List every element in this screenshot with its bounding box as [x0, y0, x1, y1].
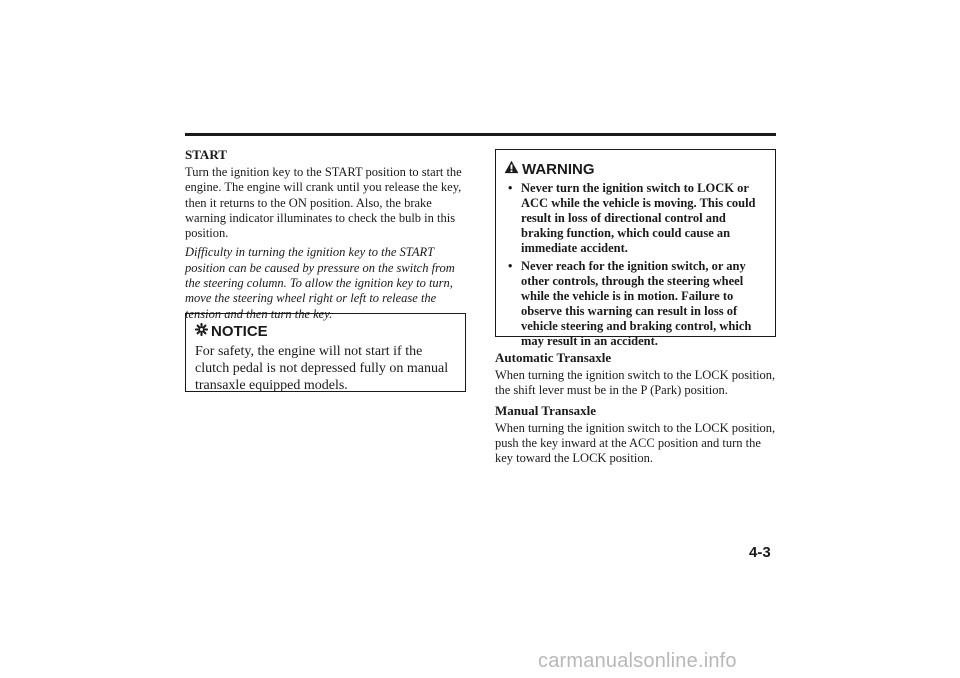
- manual-body: When turning the ignition switch to the LOCK position, push the key inward at the ACC position and turn the key toward the LOCK position.: [495, 420, 776, 466]
- automatic-body: When turning the ignition switch to the LOCK position, the shift lever must be in the P (Park) position.: [495, 368, 776, 398]
- warning-box: [495, 149, 776, 348]
- warning-item-text: Never turn the ignition switch to LOCK or ACC while the vehicle is moving. This could result in loss of directional control and braking function, which could cause an immediate accident.: [521, 181, 756, 255]
- notice-box: [185, 313, 466, 392]
- warning-title: WARNING: [522, 160, 595, 178]
- warning-item-text: Never reach for the ignition switch, or any other controls, through the steering wheel while the vehicle is in motion. Failure to observe this warning can result in loss of vehicle steering and braking control, which may result in an accident.: [521, 259, 752, 348]
- warning-title-row: [504, 160, 767, 179]
- page-number: 4-3: [749, 544, 771, 561]
- start-heading: START: [185, 147, 227, 162]
- header-rule: [185, 133, 776, 136]
- notice-asterisk-icon: [195, 323, 208, 341]
- manual-heading: Manual Transaxle: [495, 402, 597, 418]
- warning-triangle-icon: [504, 160, 519, 179]
- start-difficulty-paragraph: Difficulty in turning the ignition key to the START position can be caused by pressure on the switch from the steering column. To allow the ignition key to turn, move the steering wheel right or left to release the tension and then turn the key.: [185, 245, 455, 321]
- warning-item: • Never reach for the ignition switch, or any other controls, through the steering wheel while the vehicle is in motion. Failure to observe this warning can result in loss of vehicle steering and braking control, which may result in an accident.: [508, 259, 752, 348]
- warning-item: • Never turn the ignition switch to LOCK or ACC while the vehicle is moving. This could result in loss of directional control and braking function, which could cause an immediate accident.: [508, 181, 756, 255]
- transaxle-section: [495, 350, 777, 470]
- warning-list: [504, 181, 767, 349]
- notice-title: NOTICE: [211, 323, 268, 340]
- start-paragraph: Turn the ignition key to the START position to start the engine. The engine will crank until you release the key, then it returns to the ON position. Also, the brake warning indicator illuminates to check the bulb in this position.: [185, 165, 462, 241]
- notice-title-row: [195, 323, 457, 341]
- watermark: carmanualsonline.info: [538, 650, 737, 672]
- automatic-heading: Automatic Transaxle: [495, 350, 612, 365]
- start-section: [185, 147, 467, 326]
- notice-body: For safety, the engine will not start if the clutch pedal is not depressed fully on manual transaxle equipped models.: [195, 344, 449, 393]
